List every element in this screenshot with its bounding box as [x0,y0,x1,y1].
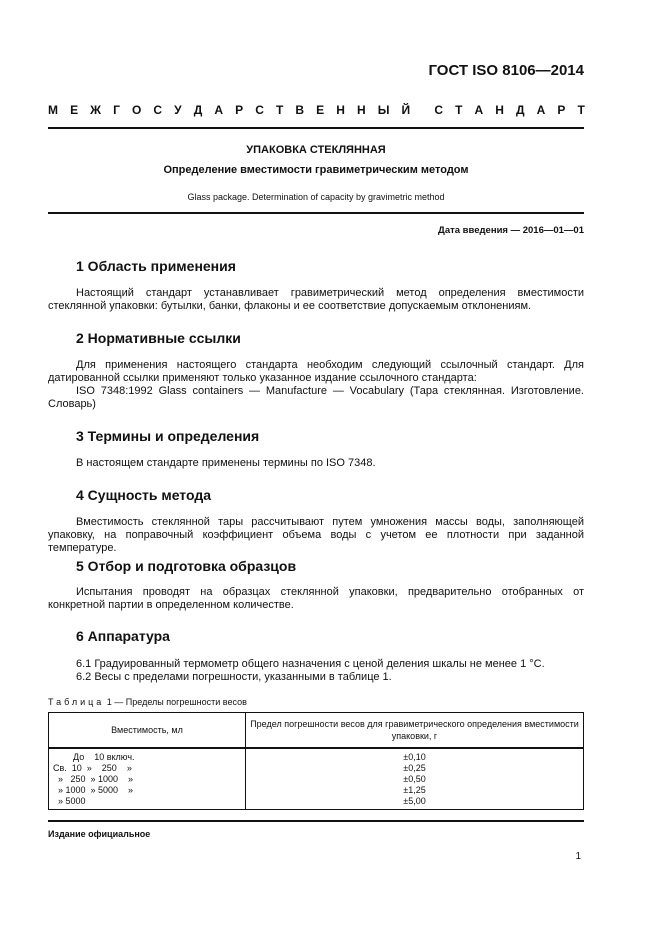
table-caption [48,697,247,707]
section-heading-2: 2 Нормативные ссылки [76,330,241,346]
capacity-range: » 250 » 1000 » [53,774,134,784]
header-rule [48,127,584,129]
banner-letter: Н [336,103,345,117]
paragraph: 6.1 Градуированный термометр общего назначения с ценой деления шкалы не менее 1 °С. [76,658,545,670]
section-2-text [48,359,584,411]
introduction-date: Дата введения — 2016—01—01 [438,225,584,236]
paragraph: Вместимость стеклянной тары рассчитывают путем умножения массы воды, заполняющей упаковку, на поправочный коэффициент объема воды с учетом ее плотности при заданной температуре. [48,516,584,554]
section-heading-1: 1 Область применения [76,258,236,274]
banner-letter: А [536,103,546,117]
banner-letter: Е [70,103,79,117]
capacity-range: » 5000 [53,796,86,806]
interstate-standard-banner [48,103,585,117]
standard-subtitle: Определение вместимости гравиметрическим методом [163,164,469,176]
error-limit-value: ±0,25 [403,763,426,773]
standard-title: УПАКОВКА СТЕКЛЯННАЯ [246,144,386,156]
banner-letter: Й [401,103,411,117]
banner-letter: Т [577,103,585,117]
table-caption-label: Таблица [48,697,105,707]
error-limit-value: ±5,00 [403,796,426,806]
english-title: Glass package. Determination of capacity by gravimetric method [187,192,445,202]
section-3-text [48,457,584,470]
banner-letter: Е [316,103,325,117]
paragraph: 6.2 Весы с пределами погрешности, указанными в таблице 1. [76,671,392,683]
banner-letter: А [474,103,484,117]
banner-letter: В [295,103,305,117]
capacity-cell [49,748,246,810]
banner-letter: С [255,103,264,117]
section-1-text [48,287,584,313]
banner-letter: Д [193,103,203,117]
banner-letter: Т [455,103,463,117]
section-6-text [48,658,584,684]
banner-letter: Т [275,103,284,117]
paragraph: Настоящий стандарт устанавливает гравиметрический метод определения вместимости стеклянной упаковки: бутылки, банки, флаконы и ее соответствие допускаемым отклонениям. [48,287,584,312]
section-heading-5: 5 Отбор и подготовка образцов [76,558,297,574]
table-header-capacity: Вместимость, мл [49,713,246,749]
banner-letter: Г [113,103,120,117]
official-edition-label: Издание официальное [48,829,151,839]
banner-letter: У [174,103,182,117]
error-limit-cell [246,748,584,810]
section-heading-6: 6 Аппаратура [76,628,170,644]
banner-letter: Р [557,103,566,117]
banner-letter: Ы [377,103,390,117]
banner-letter: Д [516,103,525,117]
section-5-text [48,586,584,612]
banner-letter: О [132,103,142,117]
section-heading-3: 3 Термины и определения [76,428,260,444]
section-4-text [48,516,584,555]
banner-letter: Р [235,103,244,117]
section-heading-4: 4 Сущность метода [76,487,212,503]
banner-letter: С [434,103,443,117]
banner-letter: С [153,103,163,117]
document-code: ГОСТ ISO 8106—2014 [428,62,584,79]
paragraph: Для применения настоящего стандарта необходим следующий ссылочный стандарт. Для датированной ссылки применяют только указанное издание ссылочного стандарта: [48,359,584,384]
capacity-range: Св. 10 » 250 » [53,763,132,773]
banner-letter: Ж [90,103,102,117]
capacity-range: » 1000 » 5000 » [53,785,134,795]
banner-letter: А [214,103,224,117]
tolerance-table [48,712,584,810]
table-caption-text: 1 — Пределы погрешности весов [104,697,247,707]
capacity-range: До 10 включ. [53,752,135,762]
table-header-error-limit: Предел погрешности весов для гравиметрического определения вместимости упаковки, г [246,713,584,749]
footer-rule [48,820,584,822]
error-limit-value: ±1,25 [403,785,426,795]
page-number: 1 [575,851,581,862]
banner-letter: Н [356,103,366,117]
error-limit-value: ±0,10 [403,752,426,762]
paragraph: В настоящем стандарте применены термины по ISO 7348. [76,457,376,469]
title-rule [48,212,584,214]
error-limit-value: ±0,50 [403,774,426,784]
paragraph: Испытания проводят на образцах стеклянной упаковки, предварительно отобранных от конкретной партии в определенном количестве. [48,586,584,611]
banner-letter: М [48,103,58,117]
table-row [49,748,584,810]
banner-letter: Н [495,103,504,117]
paragraph: ISO 7348:1992 Glass containers — Manufacture — Vocabulary (Тара стеклянная. Изготовление. Словарь) [48,385,584,410]
